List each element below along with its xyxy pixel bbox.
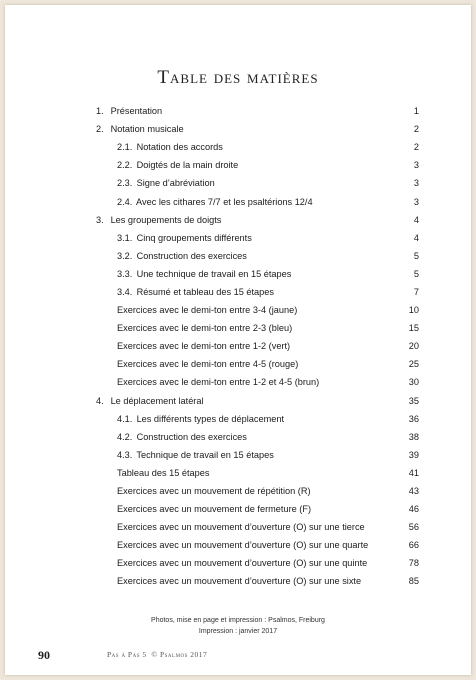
toc-entry-page: 36	[408, 413, 419, 424]
toc-entry	[96, 482, 419, 500]
toc-entry	[96, 102, 419, 120]
running-title: Pas à Pas 5	[107, 650, 147, 659]
toc-entry-page: 4	[413, 214, 419, 225]
toc-entry-title	[117, 160, 399, 170]
toc-entry-page: 38	[408, 431, 419, 442]
toc-entry-title	[117, 486, 399, 496]
toc-entry	[96, 410, 419, 428]
toc-entry-label: Construction des exercices	[136, 431, 247, 442]
toc-entry-page: 4	[413, 232, 419, 243]
toc-entry	[96, 319, 419, 337]
toc-entry-page: 2	[413, 142, 419, 153]
toc-entry	[96, 174, 419, 192]
toc-entry-title	[117, 377, 399, 387]
toc-entry-label: Avec les cithares 7/7 et les psaltérions 12/4	[136, 196, 313, 207]
toc-entry-page: 66	[408, 540, 419, 551]
toc-entry-number: 3.2.	[117, 250, 133, 261]
toc-entry-title	[117, 287, 399, 297]
toc-entry-number: 4.	[96, 395, 104, 406]
toc-entry-page: 30	[408, 377, 419, 388]
toc-entry-page: 3	[413, 178, 419, 189]
toc-entry-label: Exercices avec le demi-ton entre 1-2 et 4-5 (brun)	[117, 377, 320, 388]
toc-entry	[96, 500, 419, 518]
toc-entry	[96, 301, 419, 319]
toc-entry-title	[117, 558, 399, 568]
toc-entry	[96, 446, 419, 464]
toc-entry-page: 2	[413, 124, 419, 135]
toc-entry-label: Exercices avec un mouvement d’ouverture (O) sur une sixte	[117, 576, 362, 587]
toc-entry	[96, 554, 419, 572]
toc-entry-page: 46	[408, 504, 419, 515]
toc-entry-number: 3.	[96, 214, 104, 225]
toc-entry	[96, 211, 419, 229]
toc-entry-page: 43	[408, 486, 419, 497]
toc-entry-label: Notation musicale	[110, 124, 184, 135]
toc-entry-label: Cinq groupements différents	[136, 232, 252, 243]
toc-entry-title	[96, 124, 399, 134]
table-of-contents	[96, 102, 419, 591]
toc-entry-page: 85	[408, 576, 419, 587]
toc-entry-label: Exercices avec le demi-ton entre 1-2 (vert)	[117, 341, 291, 352]
credits-line-1: Photos, mise en page et impression : Psalmos, Freiburg	[151, 617, 325, 624]
toc-entry-title	[117, 576, 399, 586]
toc-entry-number: 2.1.	[117, 142, 133, 153]
toc-entry-title	[117, 197, 399, 207]
toc-entry-label: Tableau des 15 étapes	[117, 467, 210, 478]
toc-entry-label: Les groupements de doigts	[110, 214, 222, 225]
toc-entry-title	[117, 359, 399, 369]
toc-entry	[96, 138, 419, 156]
toc-entry-title	[117, 305, 399, 315]
toc-entry-label: Le déplacement latéral	[110, 395, 204, 406]
toc-entry-number: 4.3.	[117, 449, 133, 460]
toc-entry-title	[117, 142, 399, 152]
toc-entry-number: 2.2.	[117, 160, 133, 171]
toc-entry	[96, 355, 419, 373]
toc-entry	[96, 392, 419, 410]
toc-entry-title	[117, 522, 399, 532]
toc-entry-title	[117, 323, 399, 333]
copyright: © Psalmos 2017	[151, 650, 208, 659]
toc-entry-number: 2.3.	[117, 178, 133, 189]
toc-entry-page: 7	[413, 286, 419, 297]
toc-entry-label: Signe d’abréviation	[136, 178, 215, 189]
toc-entry-number: 4.1.	[117, 413, 133, 424]
toc-entry-label: Exercices avec le demi-ton entre 4-5 (rouge)	[117, 359, 299, 370]
toc-entry-title	[117, 178, 399, 188]
toc-entry-label: Une technique de travail en 15 étapes	[136, 268, 292, 279]
toc-entry-page: 5	[413, 250, 419, 261]
toc-entry	[96, 518, 419, 536]
toc-entry-label: Exercices avec un mouvement d’ouverture (O) sur une quarte	[117, 540, 369, 551]
credits-line-2: Impression : janvier 2017	[198, 628, 278, 635]
toc-entry-number: 4.2.	[117, 431, 133, 442]
toc-entry	[96, 247, 419, 265]
toc-entry-title	[117, 341, 399, 351]
running-footer	[107, 650, 207, 659]
toc-entry-page: 5	[413, 268, 419, 279]
toc-entry-label: Les différents types de déplacement	[136, 413, 284, 424]
toc-entry-label: Doigtés de la main droite	[136, 160, 239, 171]
toc-entry-label: Résumé et tableau des 15 étapes	[136, 286, 274, 297]
toc-entry	[96, 464, 419, 482]
toc-entry-page: 3	[413, 196, 419, 207]
toc-entry-title	[117, 450, 399, 460]
toc-entry-page: 3	[413, 160, 419, 171]
toc-entry	[96, 156, 419, 174]
toc-entry	[96, 428, 419, 446]
toc-entry-label: Notation des accords	[136, 142, 223, 153]
toc-entry-label: Exercices avec un mouvement de répétition (R)	[117, 486, 311, 497]
page-title: Table des matières	[157, 67, 319, 88]
toc-entry-title	[117, 468, 399, 478]
toc-entry-title	[96, 396, 399, 406]
toc-entry-title	[117, 540, 399, 550]
toc-entry-title	[117, 251, 399, 261]
toc-entry-page: 78	[408, 558, 419, 569]
toc-entry-title	[96, 215, 399, 225]
toc-entry-number: 1.	[96, 106, 104, 117]
toc-entry	[96, 265, 419, 283]
toc-entry-title	[117, 414, 399, 424]
toc-entry-label: Exercices avec un mouvement de fermeture (F)	[117, 504, 312, 515]
toc-entry-title	[117, 269, 399, 279]
page-number: 90	[38, 648, 50, 662]
toc-entry-page: 1	[413, 106, 419, 117]
toc-entry	[96, 337, 419, 355]
toc-entry-title	[117, 233, 399, 243]
toc-entry	[96, 536, 419, 554]
toc-entry-label: Exercices avec un mouvement d’ouverture (O) sur une tierce	[117, 522, 365, 533]
toc-entry-title	[117, 432, 399, 442]
toc-entry	[96, 373, 419, 391]
toc-entry-number: 3.3.	[117, 268, 133, 279]
credits	[0, 615, 476, 637]
toc-entry-page: 15	[408, 323, 419, 334]
toc-entry-label: Présentation	[110, 106, 163, 117]
toc-entry-title	[117, 504, 399, 514]
toc-entry-number: 2.4.	[117, 196, 133, 207]
toc-entry-page: 20	[408, 341, 419, 352]
toc-entry	[96, 120, 419, 138]
toc-entry-number: 3.4.	[117, 286, 133, 297]
toc-entry-page: 56	[408, 522, 419, 533]
toc-entry-number: 2.	[96, 124, 104, 135]
toc-entry	[96, 283, 419, 301]
toc-entry	[96, 572, 419, 590]
toc-entry-label: Exercices avec le demi-ton entre 3-4 (jaune)	[117, 305, 298, 316]
toc-entry-label: Exercices avec un mouvement d’ouverture (O) sur une quinte	[117, 558, 368, 569]
toc-entry-title	[96, 106, 399, 116]
toc-entry-label: Construction des exercices	[136, 250, 247, 261]
toc-entry-page: 35	[408, 395, 419, 406]
toc-entry	[96, 229, 419, 247]
toc-entry-number: 3.1.	[117, 232, 133, 243]
toc-entry-page: 39	[408, 449, 419, 460]
toc-entry-page: 25	[408, 359, 419, 370]
toc-entry	[96, 192, 419, 210]
toc-entry-label: Technique de travail en 15 étapes	[136, 449, 274, 460]
toc-entry-page: 10	[408, 305, 419, 316]
toc-entry-label: Exercices avec le demi-ton entre 2-3 (bleu)	[117, 323, 293, 334]
toc-entry-page: 41	[408, 467, 419, 478]
